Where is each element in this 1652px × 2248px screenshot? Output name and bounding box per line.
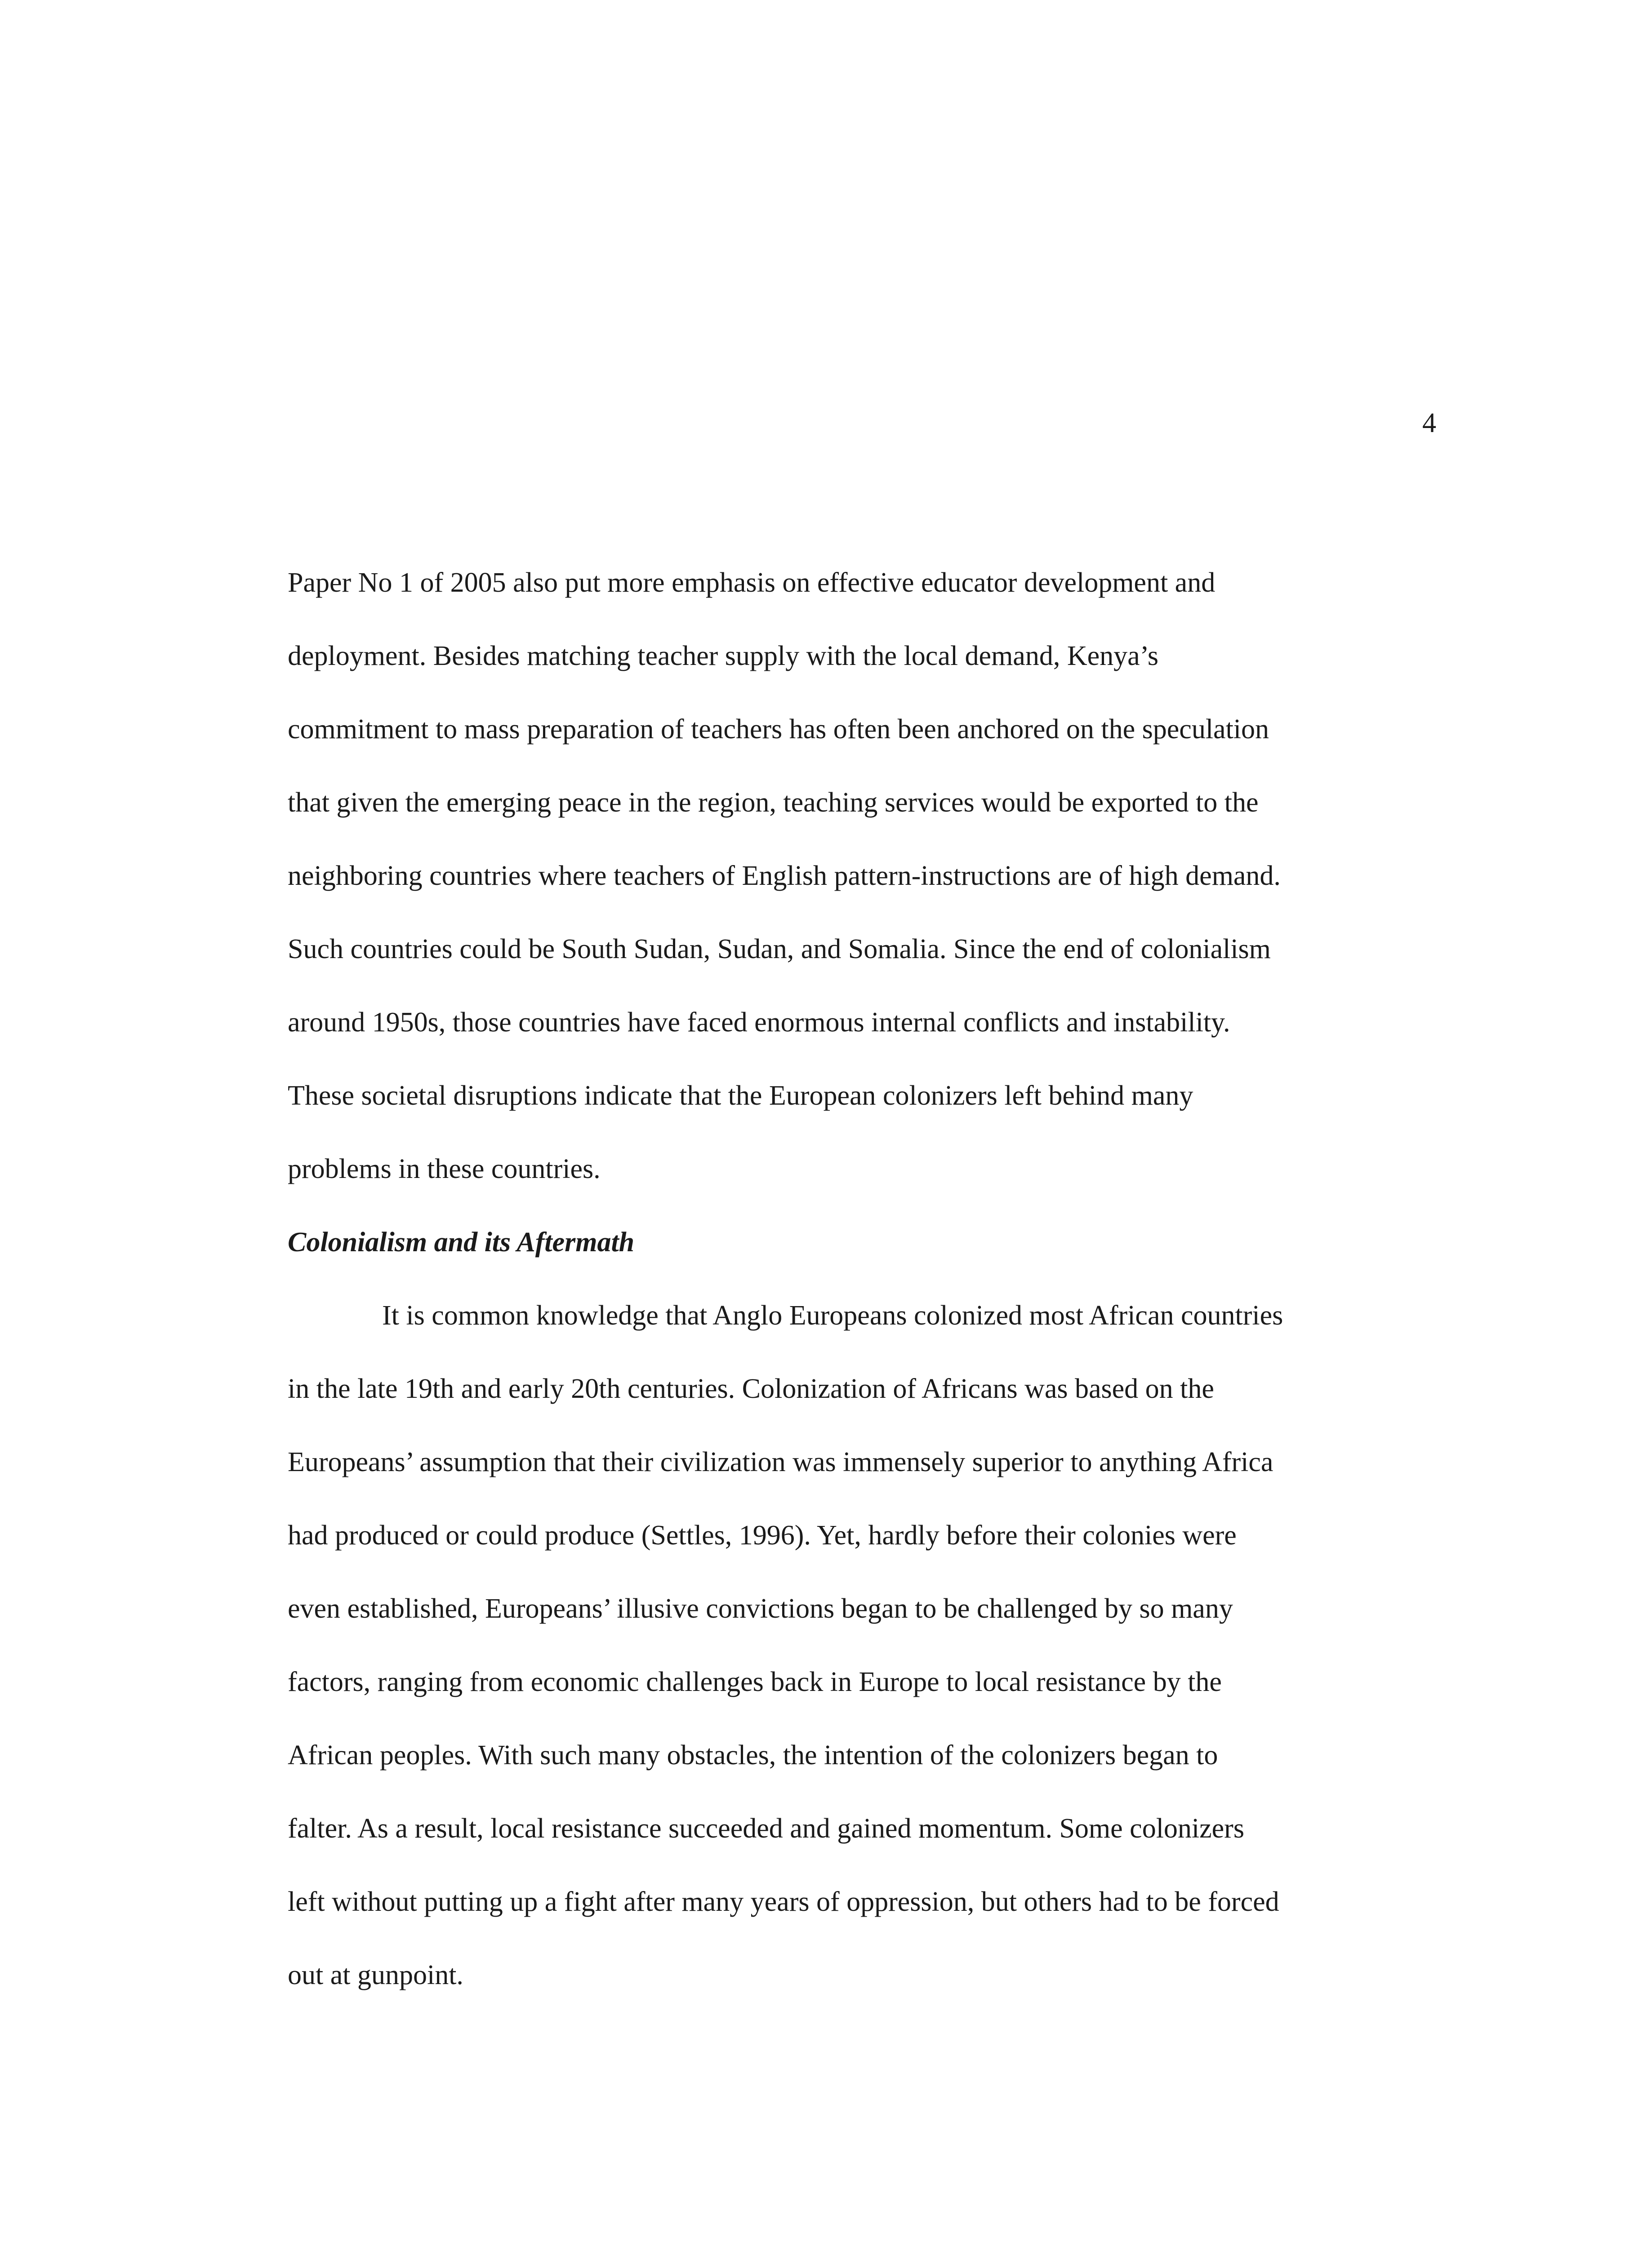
paragraph-line: Paper No 1 of 2005 also put more emphasis on effective educator development and bbox=[288, 567, 1216, 598]
paragraph-line: It is common knowledge that Anglo Europeans colonized most African countries bbox=[382, 1300, 1283, 1331]
paragraph bbox=[288, 1279, 1443, 2012]
paragraph-line: even established, Europeans’ illusive convictions began to be challenged by so many bbox=[288, 1593, 1233, 1624]
paragraph-line: in the late 19th and early 20th centuries. Colonization of Africans was based on the bbox=[288, 1374, 1214, 1404]
paragraph-line: commitment to mass preparation of teachers has often been anchored on the speculation bbox=[288, 714, 1269, 745]
paragraph-line: problems in these countries. bbox=[288, 1154, 601, 1184]
section-heading: Colonialism and its Aftermath bbox=[288, 1227, 635, 1258]
page-number: 4 bbox=[1422, 408, 1436, 438]
document-body bbox=[288, 546, 1443, 2012]
paragraph-line: left without putting up a fight after many years of oppression, but others had to be forced bbox=[288, 1887, 1279, 1917]
paragraph-line: Europeans’ assumption that their civilization was immensely superior to anything Africa bbox=[288, 1447, 1274, 1477]
paragraph-line: factors, ranging from economic challenges back in Europe to local resistance by the bbox=[288, 1667, 1222, 1697]
paragraph-line: These societal disruptions indicate that the European colonizers left behind many bbox=[288, 1080, 1193, 1111]
paragraph-line: neighboring countries where teachers of English pattern-instructions are of high demand. bbox=[288, 861, 1281, 891]
paragraph-line: that given the emerging peace in the region, teaching services would be exported to the bbox=[288, 787, 1259, 818]
paragraph-line: African peoples. With such many obstacles, the intention of the colonizers began to bbox=[288, 1740, 1218, 1771]
paragraph-line: had produced or could produce (Settles, 1996). Yet, hardly before their colonies were bbox=[288, 1520, 1237, 1551]
paragraph-line: Such countries could be South Sudan, Sudan, and Somalia. Since the end of colonialism bbox=[288, 934, 1271, 964]
paragraph-line: around 1950s, those countries have faced enormous internal conflicts and instability. bbox=[288, 1007, 1230, 1038]
paragraph-line: out at gunpoint. bbox=[288, 1960, 463, 1990]
paragraph bbox=[288, 546, 1443, 1206]
paragraph-line: falter. As a result, local resistance succeeded and gained momentum. Some colonizers bbox=[288, 1813, 1244, 1844]
paragraph-line: deployment. Besides matching teacher supply with the local demand, Kenya’s bbox=[288, 641, 1158, 671]
